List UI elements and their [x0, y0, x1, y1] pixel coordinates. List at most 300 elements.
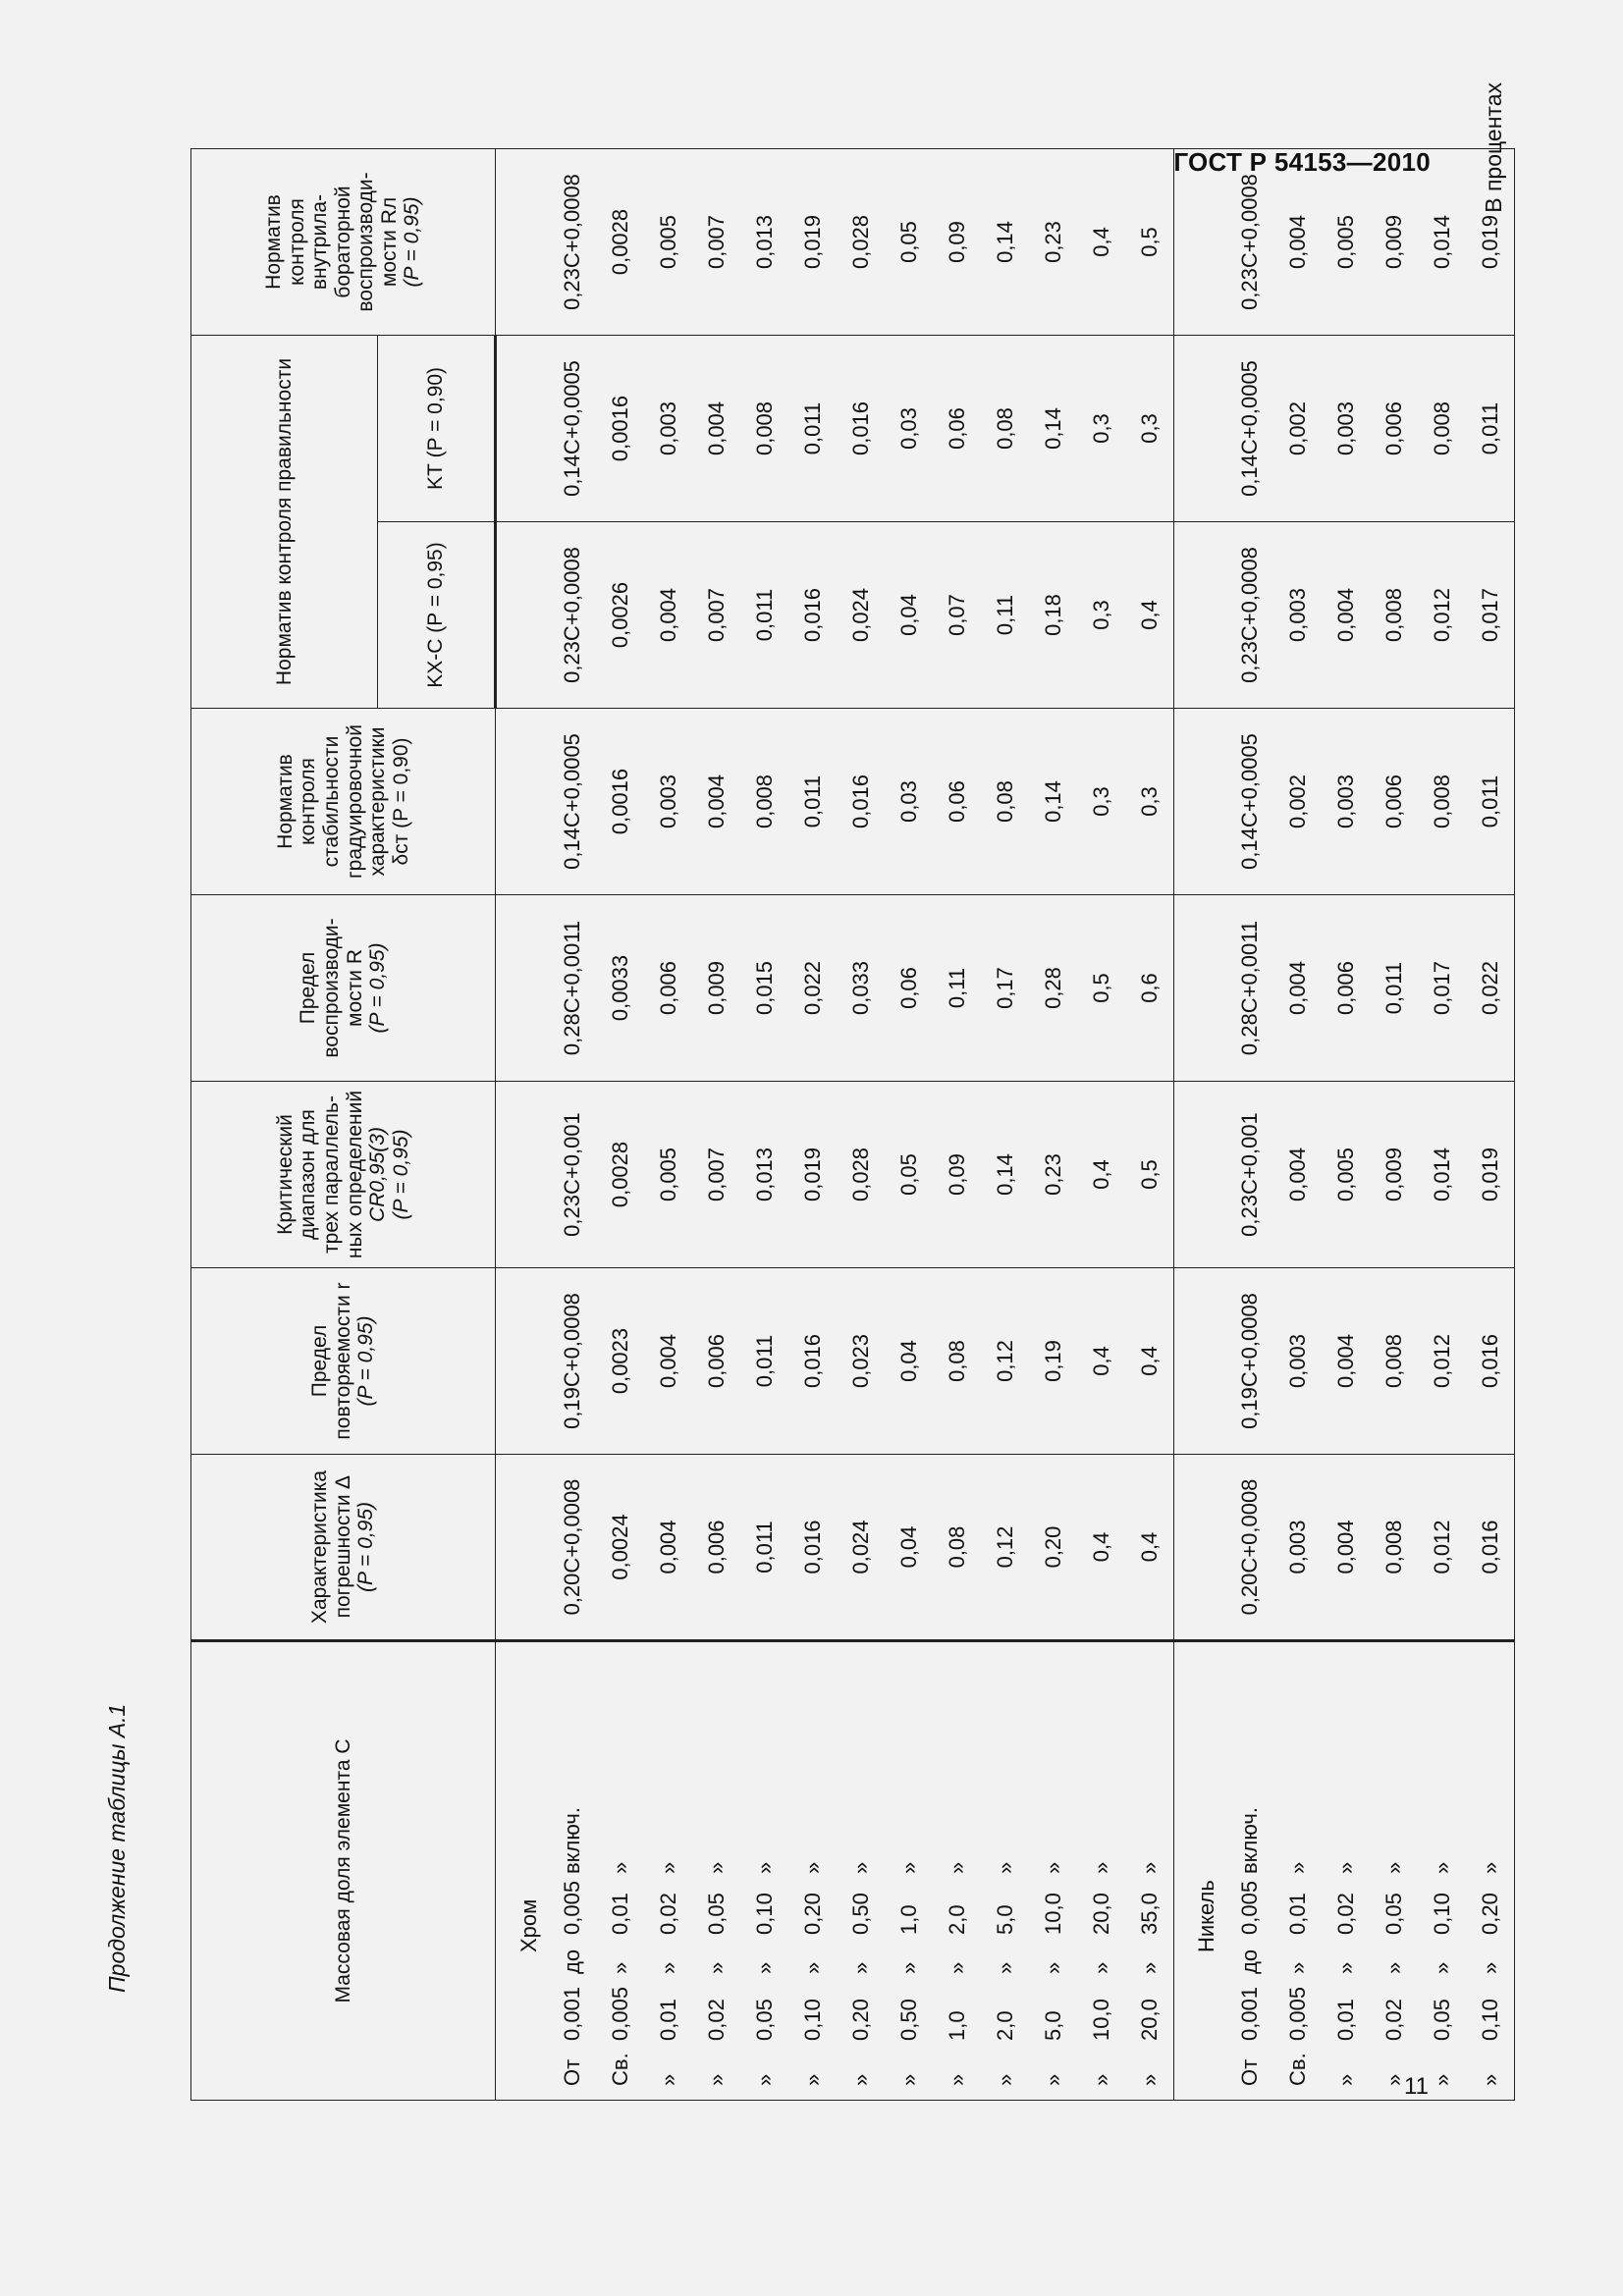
range-cell [1029, 1641, 1077, 2101]
value-cell: 0,033 [837, 895, 885, 1082]
range-part: 5,0 [992, 1904, 1017, 1935]
value-cell: 0,011 [740, 1268, 788, 1455]
value-cell: 0,016 [837, 709, 885, 895]
value-cell: 0,19С+0,0008 [1225, 1268, 1273, 1455]
value-cell: 0,20С+0,0008 [1225, 1455, 1273, 1641]
value-cell: 0,03 [885, 709, 933, 895]
empty-cell [496, 336, 549, 522]
value-cell: 0,013 [740, 1082, 788, 1268]
range-part: » [1332, 2073, 1358, 2086]
range-part: » [847, 2073, 873, 2086]
value-cell: 0,14 [981, 1082, 1029, 1268]
range-part: 0,10 [1477, 1999, 1502, 2041]
range-cell [885, 1641, 933, 2101]
value-cell: 0,007 [692, 1082, 740, 1268]
table-caption: Продолжение таблицы А.1 [104, 1703, 130, 1993]
empty-cell [1174, 1455, 1226, 1641]
value-cell: 0,0026 [596, 522, 644, 709]
range-part: » [1088, 1861, 1113, 1874]
value-cell: 0,012 [1418, 1455, 1466, 1641]
value-cell: 0,4 [1125, 522, 1174, 709]
range-part: » [992, 2073, 1017, 2086]
range-part: » [992, 1861, 1017, 1874]
value-cell: 0,011 [740, 1455, 788, 1641]
value-cell: 0,14 [981, 149, 1029, 336]
value-cell: 0,009 [1370, 1082, 1418, 1268]
range-part: » [1380, 1861, 1406, 1874]
range-cell [1370, 1641, 1418, 2101]
value-cell: 0,4 [1077, 1082, 1125, 1268]
range-part: » [1136, 2073, 1162, 2086]
range-cell [1077, 1641, 1125, 2101]
range-part: » [1284, 1861, 1310, 1874]
range-part: 0,01 [1284, 1893, 1310, 1935]
table-row [933, 149, 981, 2101]
range-part: 20,0 [1136, 1999, 1162, 2041]
range-part: » [1284, 1961, 1310, 1974]
value-cell: 0,008 [1418, 336, 1466, 522]
value-cell: 0,002 [1273, 336, 1322, 522]
range-part: до [1236, 1949, 1262, 1974]
value-cell: 0,011 [788, 709, 837, 895]
range-cell [1322, 1641, 1370, 2101]
empty-cell [496, 1455, 549, 1641]
value-cell: 0,003 [1322, 709, 1370, 895]
value-cell: 0,12 [981, 1455, 1029, 1641]
value-cell: 0,003 [1273, 522, 1322, 709]
range-cell [1466, 1641, 1515, 2101]
range-part: » [655, 2073, 680, 2086]
range-part: 0,20 [799, 1893, 825, 1935]
value-cell: 0,23С+0,0008 [1225, 149, 1273, 336]
value-cell: 0,06 [933, 336, 981, 522]
value-cell: 0,09 [933, 1082, 981, 1268]
col-calibration-stability: Норматив контроля стабильности градуировочной характеристики δст (P = 0,90) [191, 709, 496, 895]
range-cell [692, 1641, 740, 2101]
range-cell [788, 1641, 837, 2101]
empty-cell [496, 149, 549, 336]
range-cell [981, 1641, 1029, 2101]
value-cell: 0,006 [1370, 709, 1418, 895]
range-part: 0,01 [1332, 1999, 1358, 2041]
col-accuracy-control: Норматив контроля правильности [191, 336, 378, 709]
range-part: до [559, 1949, 584, 1974]
value-cell: 0,004 [1273, 149, 1322, 336]
range-part: » [703, 2073, 729, 2086]
value-cell: 0,06 [885, 895, 933, 1082]
table-row [788, 149, 837, 2101]
range-cell [1273, 1641, 1322, 2101]
value-cell: 0,23С+0,0008 [548, 522, 596, 709]
range-part: » [1477, 1861, 1502, 1874]
col-error-characteristic: Характеристика погрешности ∆ (P = 0,95) [191, 1455, 496, 1641]
range-part: » [895, 1961, 921, 1974]
value-cell: 0,002 [1273, 709, 1322, 895]
table-row [1225, 149, 1273, 2101]
units-note: В процентах [1481, 82, 1506, 213]
value-cell: 0,19 [1029, 1268, 1077, 1455]
table-row [837, 149, 885, 2101]
value-cell: 0,005 [1322, 149, 1370, 336]
value-cell: 0,004 [1273, 895, 1322, 1082]
value-cell: 0,014 [1418, 149, 1466, 336]
value-cell: 0,006 [692, 1455, 740, 1641]
range-part: » [655, 1861, 680, 1874]
table-row [740, 149, 788, 2101]
range-part: 0,02 [1332, 1893, 1358, 1935]
value-cell: 0,011 [788, 336, 837, 522]
table-row [1322, 149, 1370, 2101]
range-part: » [1040, 1961, 1065, 1974]
value-cell: 0,14С+0,0005 [1225, 336, 1273, 522]
table-body [496, 149, 1515, 2101]
value-cell: 0,0028 [596, 149, 644, 336]
value-cell: 0,08 [933, 1268, 981, 1455]
value-cell: 0,019 [1466, 1082, 1515, 1268]
range-part: 0,02 [655, 1893, 680, 1935]
range-part: » [847, 1961, 873, 1974]
range-part: » [944, 1961, 969, 1974]
value-cell: 0,004 [1322, 1268, 1370, 1455]
table-row [1077, 149, 1125, 2101]
value-cell: 0,14С+0,0005 [548, 709, 596, 895]
empty-cell [1174, 336, 1226, 522]
range-part: Св. [607, 2053, 632, 2086]
value-cell: 0,012 [1418, 1268, 1466, 1455]
section-row [1174, 149, 1226, 2101]
value-cell: 0,0024 [596, 1455, 644, 1641]
value-cell: 0,015 [740, 895, 788, 1082]
value-cell: 0,3 [1077, 522, 1125, 709]
range-part: 0,10 [1429, 1893, 1454, 1935]
value-cell: 0,04 [885, 522, 933, 709]
range-part: » [1429, 1961, 1454, 1974]
value-cell: 0,19С+0,0008 [548, 1268, 596, 1455]
value-cell: 0,016 [1466, 1455, 1515, 1641]
value-cell: 0,0033 [596, 895, 644, 1082]
range-part: » [799, 2073, 825, 2086]
col-mass-fraction: Массовая доля элемента С [191, 1641, 496, 2101]
value-cell: 0,022 [788, 895, 837, 1082]
range-part: 0,001 [559, 1986, 584, 2041]
value-cell: 0,003 [1273, 1455, 1322, 1641]
range-part: » [1088, 2073, 1113, 2086]
value-cell: 0,4 [1077, 1455, 1125, 1641]
range-part: 5,0 [1040, 2010, 1065, 2041]
empty-cell [1174, 895, 1226, 1082]
value-cell: 0,3 [1077, 336, 1125, 522]
value-cell: 0,022 [1466, 895, 1515, 1082]
value-cell: 0,024 [837, 522, 885, 709]
value-cell: 0,012 [1418, 522, 1466, 709]
value-cell: 0,003 [644, 709, 692, 895]
range-part: » [1429, 1861, 1454, 1874]
range-part: 20,0 [1088, 1893, 1113, 1935]
range-cell [644, 1641, 692, 2101]
value-cell: 0,23 [1029, 149, 1077, 336]
range-part: От [559, 2058, 584, 2086]
value-cell: 0,016 [788, 522, 837, 709]
value-cell: 0,005 [644, 149, 692, 336]
range-cell [548, 1641, 596, 2101]
range-part: 0,02 [1380, 1999, 1406, 2041]
range-part: » [1332, 1861, 1358, 1874]
range-part: 0,10 [799, 1999, 825, 2041]
value-cell: 0,23С+0,0008 [548, 149, 596, 336]
value-cell: 0,06 [933, 709, 981, 895]
col-intralab-reproducibility: Норматив контроля внутрила- бораторной воспроизводи- мости Rл (P = 0,95) [191, 149, 496, 336]
empty-cell [1174, 1268, 1226, 1455]
value-cell: 0,011 [1466, 709, 1515, 895]
table-row [548, 149, 596, 2101]
value-cell: 0,016 [788, 1268, 837, 1455]
value-cell: 0,14 [1029, 336, 1077, 522]
range-part: включ. [1236, 1807, 1262, 1874]
section-name: Никель [1174, 1641, 1226, 2101]
value-cell: 0,20С+0,0008 [548, 1455, 596, 1641]
range-part: » [1040, 1861, 1065, 1874]
value-cell: 0,23С+0,001 [1225, 1082, 1273, 1268]
value-cell: 0,08 [933, 1455, 981, 1641]
empty-cell [1174, 522, 1226, 709]
value-cell: 0,004 [692, 709, 740, 895]
table-row [981, 149, 1029, 2101]
value-cell: 0,017 [1466, 522, 1515, 709]
value-cell: 0,14 [1029, 709, 1077, 895]
table-row [1125, 149, 1174, 2101]
value-cell: 0,024 [837, 1455, 885, 1641]
value-cell: 0,18 [1029, 522, 1077, 709]
range-part: 0,20 [847, 1999, 873, 2041]
range-part: 0,50 [847, 1893, 873, 1935]
value-cell: 0,28 [1029, 895, 1077, 1082]
value-cell: 0,0023 [596, 1268, 644, 1455]
range-part: Св. [1284, 2053, 1310, 2086]
range-cell [740, 1641, 788, 2101]
range-part: 0,005 [607, 1986, 632, 2041]
value-cell: 0,016 [837, 336, 885, 522]
value-cell: 0,11 [933, 895, 981, 1082]
range-part: 0,01 [607, 1893, 632, 1935]
range-part: 0,10 [751, 1893, 777, 1935]
range-part: » [1136, 1861, 1162, 1874]
value-cell: 0,11 [981, 522, 1029, 709]
empty-cell [496, 709, 549, 895]
value-cell: 0,006 [644, 895, 692, 1082]
value-cell: 0,28С+0,0011 [1225, 895, 1273, 1082]
range-part: » [751, 1961, 777, 1974]
range-part: 2,0 [992, 2010, 1017, 2041]
value-cell: 0,3 [1077, 709, 1125, 895]
range-part: » [1477, 1961, 1502, 1974]
value-cell: 0,6 [1125, 895, 1174, 1082]
range-part: 0,20 [1477, 1893, 1502, 1935]
value-cell: 0,09 [933, 149, 981, 336]
col-k-xs: KХ-С (P = 0,95) [378, 522, 496, 709]
value-cell: 0,006 [692, 1268, 740, 1455]
range-part: » [992, 1961, 1017, 1974]
value-cell: 0,4 [1125, 1268, 1174, 1455]
value-cell: 0,5 [1125, 1082, 1174, 1268]
range-part: 0,05 [751, 1999, 777, 2041]
table-row [644, 149, 692, 2101]
value-cell: 0,005 [644, 1082, 692, 1268]
value-cell: 0,08 [981, 336, 1029, 522]
value-cell: 0,4 [1077, 1268, 1125, 1455]
value-cell: 0,04 [885, 1268, 933, 1455]
value-cell: 0,05 [885, 1082, 933, 1268]
range-part: 0,50 [895, 1999, 921, 2041]
empty-cell [1174, 1082, 1226, 1268]
range-part: 35,0 [1136, 1893, 1162, 1935]
range-part: » [1429, 2073, 1454, 2086]
range-part: » [799, 1961, 825, 1974]
range-part: 0,02 [703, 1999, 729, 2041]
value-cell: 0,008 [740, 709, 788, 895]
value-cell: 0,23 [1029, 1082, 1077, 1268]
empty-cell [1174, 709, 1226, 895]
range-part: 1,0 [944, 2010, 969, 2041]
range-cell [837, 1641, 885, 2101]
page-number: 11 [1404, 2073, 1429, 2100]
range-part: » [703, 1861, 729, 1874]
value-cell: 0,014 [1418, 1082, 1466, 1268]
value-cell: 0,004 [644, 1455, 692, 1641]
range-part: 10,0 [1088, 1999, 1113, 2041]
value-cell: 0,007 [692, 522, 740, 709]
value-cell: 0,5 [1125, 149, 1174, 336]
table-row [1418, 149, 1466, 2101]
value-cell: 0,008 [1418, 709, 1466, 895]
range-cell [1125, 1641, 1174, 2101]
value-cell: 0,5 [1077, 895, 1125, 1082]
range-part: » [895, 2073, 921, 2086]
range-part: » [607, 1961, 632, 1974]
value-cell: 0,04 [885, 1455, 933, 1641]
range-part: 0,001 [1236, 1986, 1262, 2041]
value-cell: 0,019 [1466, 149, 1515, 336]
value-cell: 0,0016 [596, 709, 644, 895]
range-part: 0,01 [655, 1999, 680, 2041]
table-row [1029, 149, 1077, 2101]
range-part: » [703, 1961, 729, 1974]
empty-cell [496, 522, 549, 709]
value-cell: 0,003 [644, 336, 692, 522]
value-cell: 0,004 [1273, 1082, 1322, 1268]
range-part: » [847, 1861, 873, 1874]
empty-cell [1174, 149, 1226, 336]
value-cell: 0,3 [1125, 709, 1174, 895]
value-cell: 0,08 [981, 709, 1029, 895]
value-cell: 0,008 [1370, 1455, 1418, 1641]
range-part: » [1136, 1961, 1162, 1974]
table-header [191, 149, 496, 2101]
table-row [692, 149, 740, 2101]
range-part: » [607, 1861, 632, 1874]
range-part: » [1477, 2073, 1502, 2086]
value-cell: 0,05 [885, 149, 933, 336]
table-row [596, 149, 644, 2101]
range-part: » [655, 1961, 680, 1974]
value-cell: 0,07 [933, 522, 981, 709]
value-cell: 0,013 [740, 149, 788, 336]
col-repeatability-limit: Предел повторяемости r (P = 0,95) [191, 1268, 496, 1455]
value-cell: 0,008 [740, 336, 788, 522]
range-part: 2,0 [944, 1904, 969, 1935]
range-part: » [895, 1861, 921, 1874]
value-cell: 0,17 [981, 895, 1029, 1082]
value-cell: 0,004 [644, 1268, 692, 1455]
value-cell: 0,023 [837, 1268, 885, 1455]
value-cell: 0,003 [1322, 336, 1370, 522]
value-cell: 0,007 [692, 149, 740, 336]
value-cell: 0,14С+0,0005 [548, 336, 596, 522]
rotated-table-area [98, 82, 1540, 2101]
value-cell: 0,28С+0,0011 [548, 895, 596, 1082]
value-cell: 0,20 [1029, 1455, 1077, 1641]
table-row [1370, 149, 1418, 2101]
document-code: ГОСТ Р 54153—2010 [1173, 147, 1431, 177]
range-cell [1225, 1641, 1273, 2101]
value-cell: 0,011 [740, 522, 788, 709]
value-cell: 0,019 [788, 1082, 837, 1268]
range-part: включ. [559, 1807, 584, 1874]
value-cell: 0,0016 [596, 336, 644, 522]
range-part: » [944, 1861, 969, 1874]
value-cell: 0,006 [1322, 895, 1370, 1082]
value-cell: 0,017 [1418, 895, 1466, 1082]
range-part: » [944, 2073, 969, 2086]
range-part: » [1380, 1961, 1406, 1974]
value-cell: 0,004 [1322, 1455, 1370, 1641]
table-row [1273, 149, 1322, 2101]
value-cell: 0,019 [788, 149, 837, 336]
value-cell: 0,23С+0,001 [548, 1082, 596, 1268]
range-part: 10,0 [1040, 1893, 1065, 1935]
value-cell: 0,016 [1466, 1268, 1515, 1455]
value-cell: 0,14С+0,0005 [1225, 709, 1273, 895]
range-part: » [1332, 1961, 1358, 1974]
value-cell: 0,4 [1125, 1455, 1174, 1641]
range-part: » [751, 2073, 777, 2086]
range-cell [596, 1641, 644, 2101]
range-part: От [1236, 2058, 1262, 2086]
value-cell: 0,03 [885, 336, 933, 522]
table-row [1466, 149, 1515, 2101]
empty-cell [496, 1082, 549, 1268]
value-cell: 0,003 [1273, 1268, 1322, 1455]
range-part: 0,05 [1429, 1999, 1454, 2041]
range-cell [1418, 1641, 1466, 2101]
range-part: » [799, 1861, 825, 1874]
value-cell: 0,23С+0,0008 [1225, 522, 1273, 709]
value-cell: 0,009 [692, 895, 740, 1082]
value-cell: 0,011 [1466, 336, 1515, 522]
range-part: » [1380, 2073, 1406, 2086]
section-name: Хром [496, 1641, 549, 2101]
range-cell [933, 1641, 981, 2101]
col-reproducibility-limit: Предел воспроизводи- мости R (P = 0,95) [191, 895, 496, 1082]
col-critical-range: Критический диапазон для трех параллель- ных определений CR0,95(3) (P = 0,95) [191, 1082, 496, 1268]
value-cell: 0,008 [1370, 1268, 1418, 1455]
data-table [190, 148, 1515, 2101]
range-part: 1,0 [895, 1904, 921, 1935]
value-cell: 0,12 [981, 1268, 1029, 1455]
value-cell: 0,011 [1370, 895, 1418, 1082]
range-part: 0,005 [1236, 1880, 1262, 1935]
range-part: 0,005 [1284, 1986, 1310, 2041]
empty-cell [496, 1268, 549, 1455]
